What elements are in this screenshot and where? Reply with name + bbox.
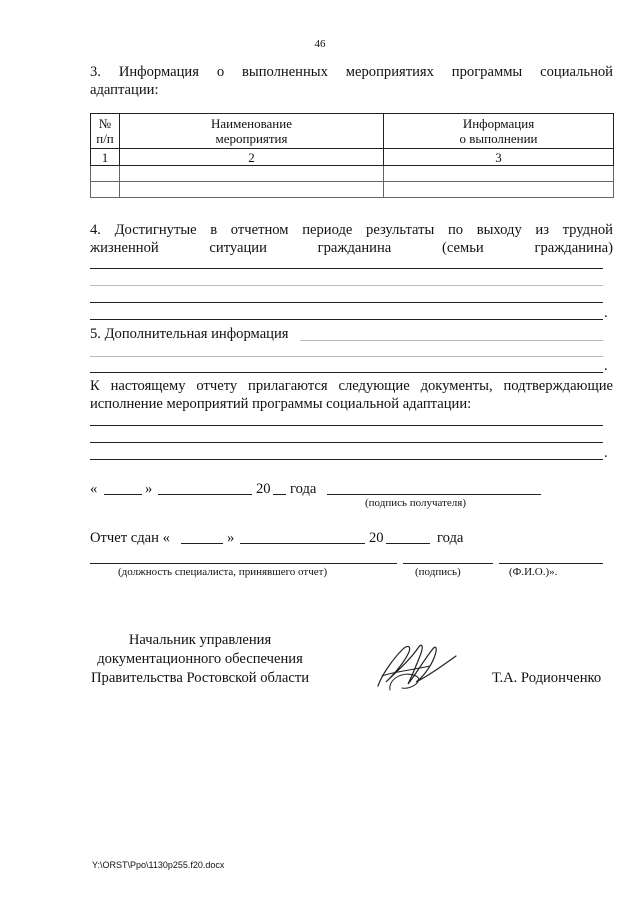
attachments-word: отчету <box>196 378 238 394</box>
section-4-word: ситуации <box>209 240 267 256</box>
signer-title <box>70 631 330 688</box>
section-4-word: из <box>535 222 549 238</box>
section-4-word: периоде <box>302 222 353 238</box>
section-4-heading-line2 <box>90 239 613 257</box>
attachments-word: К <box>90 378 100 394</box>
attachments-word: настоящему <box>110 378 186 394</box>
report-year-prefix: 20 <box>369 530 384 546</box>
col-header-activity-name: Наименование мероприятия <box>120 114 384 149</box>
table-cell[interactable] <box>384 166 614 182</box>
day-blank[interactable] <box>104 494 142 495</box>
section-4-fill-line[interactable] <box>90 268 603 269</box>
attachments-text-line1 <box>90 377 613 395</box>
attachments-word: подтверждающие <box>503 378 613 394</box>
signer-title-line: документационного обеспечения <box>97 651 303 667</box>
specialist-name-caption: (Ф.И.О.)». <box>509 566 558 578</box>
table-header-row <box>91 114 614 149</box>
attachments-fill-line[interactable] <box>90 442 603 443</box>
section-3-word: о <box>216 64 225 80</box>
table-cell[interactable] <box>120 166 384 182</box>
table-cell[interactable] <box>120 182 384 198</box>
table-row <box>91 182 614 198</box>
recipient-signature-line[interactable] <box>327 494 541 495</box>
month-blank[interactable] <box>158 494 252 495</box>
table-numbering-row <box>91 149 614 166</box>
report-year-suffix: года <box>437 530 464 546</box>
section-4-word: отчетном <box>230 222 289 238</box>
section-3-word: выполненных <box>242 64 328 80</box>
col-header-number: № п/п <box>91 114 120 149</box>
table-cell[interactable] <box>91 166 120 182</box>
col-header-completion-info: Информация о выполнении <box>384 114 614 149</box>
signer-title-line: Начальник управления <box>128 632 272 648</box>
table-row <box>91 166 614 182</box>
section-4-word: в <box>210 222 218 238</box>
report-quote-close: » <box>227 530 235 546</box>
table-cell: 3 <box>384 149 614 166</box>
section-5-fill-line[interactable] <box>90 356 603 357</box>
table-cell: 2 <box>120 149 384 166</box>
section-4-word: по <box>447 222 464 238</box>
attachments-word: следующие <box>338 378 410 394</box>
year-blank[interactable] <box>273 494 286 495</box>
section-4-period: . <box>604 305 608 321</box>
report-day-blank[interactable] <box>181 543 223 544</box>
page-number: 46 <box>314 38 326 50</box>
section-3-word: мероприятиях <box>345 64 434 80</box>
date-quote-open: « <box>90 481 98 497</box>
section-3-heading-line2: адаптации: <box>90 82 159 98</box>
section-3-word: программы <box>451 64 523 80</box>
signer-name: Т.А. Родионченко <box>492 670 602 686</box>
attachments-word: прилагаются <box>248 378 328 394</box>
attachments-period: . <box>604 445 608 461</box>
report-submitted-label: Отчет сдан « <box>90 530 170 546</box>
section-4-word: (семьи <box>442 240 484 256</box>
specialist-position-line[interactable] <box>90 563 397 564</box>
footer-file-path: Y:\ORST\Ppo\1130p255.f20.docx <box>92 860 225 870</box>
section-4-word: 4. Достигнутые <box>90 222 197 238</box>
report-month-blank[interactable] <box>240 543 365 544</box>
section-4-word: жизненной <box>90 240 159 256</box>
section-5-label: 5. Дополнительная информация <box>90 325 293 343</box>
section-4-heading-line1 <box>90 221 613 239</box>
handwritten-signature <box>372 636 462 694</box>
table-cell[interactable] <box>91 182 120 198</box>
attachments-text-line2: исполнение мероприятий программы социальной адаптации: <box>90 396 472 412</box>
section-5-period: . <box>604 358 608 374</box>
section-3-word: социальной <box>540 64 613 80</box>
specialist-name-line[interactable] <box>499 563 603 564</box>
table-cell: 1 <box>91 149 120 166</box>
attachments-fill-line[interactable] <box>90 459 603 460</box>
section-4-fill-line[interactable] <box>90 302 603 303</box>
section-4-word: гражданина) <box>534 240 613 256</box>
report-year-blank[interactable] <box>386 543 430 544</box>
section-4-fill-line[interactable] <box>90 285 603 286</box>
attachments-fill-line[interactable] <box>90 425 603 426</box>
table-cell[interactable] <box>384 182 614 198</box>
specialist-signature-caption: (подпись) <box>415 566 461 578</box>
section-4-word: выходу <box>476 222 522 238</box>
section-4-word: гражданина <box>317 240 392 256</box>
section-5-fill-line[interactable] <box>300 340 603 341</box>
section-4-fill-line[interactable] <box>90 319 603 320</box>
section-4-word: трудной <box>562 222 613 238</box>
date-year-prefix: 20 <box>256 481 271 497</box>
recipient-signature-caption: (подпись получателя) <box>365 497 467 509</box>
signer-title-line: Правительства Ростовской области <box>90 670 310 686</box>
date-year-suffix: года <box>290 481 317 497</box>
section-3-word: 3. Информация <box>90 64 199 80</box>
attachments-word: документы, <box>420 378 493 394</box>
specialist-position-caption: (должность специалиста, принявшего отчет) <box>118 566 328 578</box>
section-5-fill-line[interactable] <box>90 372 603 373</box>
section-3-heading-line1 <box>90 63 613 81</box>
date-quote-close: » <box>145 481 153 497</box>
specialist-signature-line[interactable] <box>403 563 493 564</box>
activities-table <box>90 113 614 198</box>
section-4-word: результаты <box>366 222 435 238</box>
